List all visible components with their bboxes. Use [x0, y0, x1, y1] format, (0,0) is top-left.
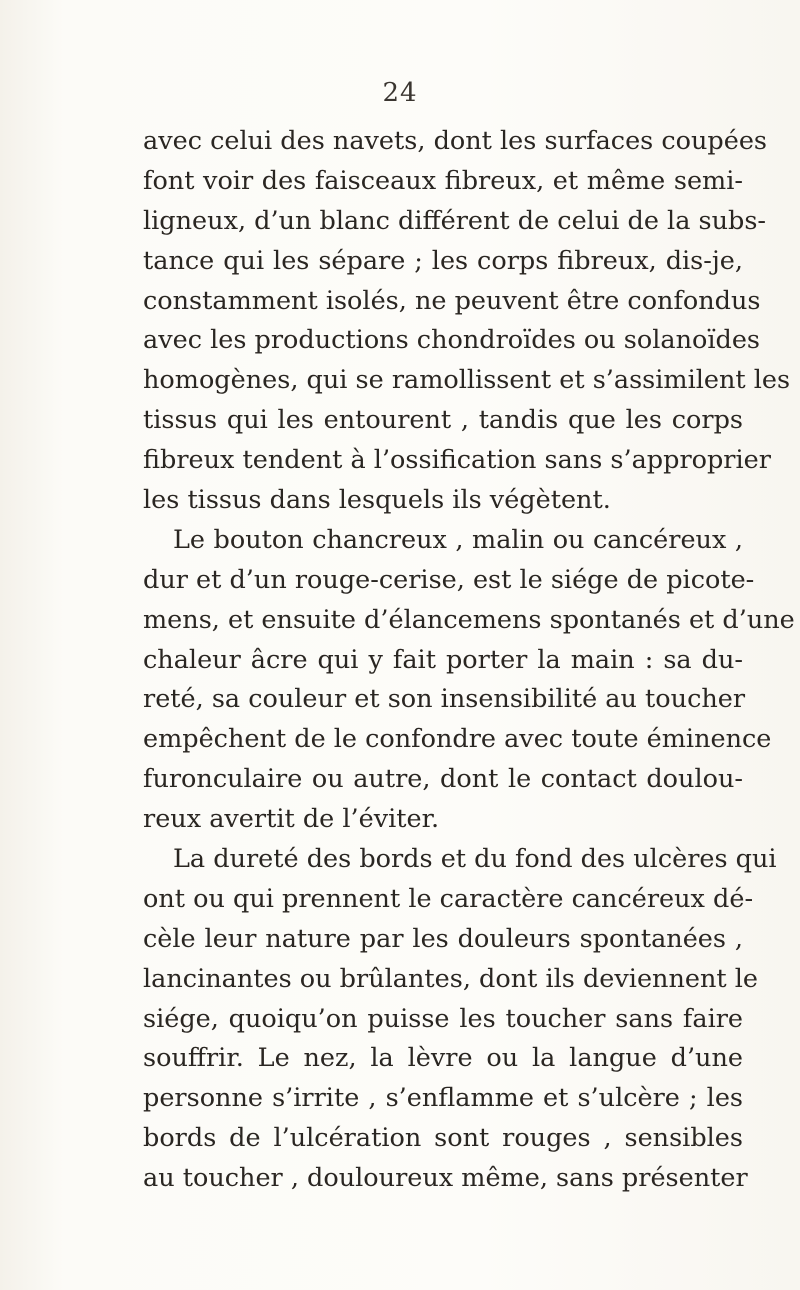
text-line: souffrir. Le nez, la lèvre ou la langue d’une [143, 1043, 743, 1074]
text-line: ligneux, d’un blanc différent de celui de la subs- [143, 205, 767, 236]
text-line: furonculaire ou autre, dont le contact doulou- [143, 764, 743, 795]
paragraph-end-line: reux avertit de l’éviter. [143, 804, 440, 835]
text-line: bords de l’ulcération sont rouges , sensibles [143, 1123, 743, 1154]
text-line: homogènes, qui se ramollissent et s’assimilent les [143, 365, 791, 396]
text-line: font voir des faisceaux fibreux, et même semi- [143, 165, 743, 196]
text-line: avec celui des navets, dont les surfaces coupées [143, 126, 768, 156]
text-line: cèle leur nature par les douleurs spontanées , [143, 923, 743, 954]
paragraph-start-line: La dureté des bords et du fond des ulcères qui [173, 844, 777, 875]
text-line: tance qui les sépare ; les corps fibreux, dis-je, [143, 245, 743, 276]
text-line: constamment isolés, ne peuvent être confondus [143, 285, 761, 316]
paragraph-end-line: les tissus dans lesquels ils végètent. [143, 485, 611, 516]
text-line: fibreux tendent à l’ossification sans s’approprier [143, 445, 771, 476]
text-line: mens, et ensuite d’élancemens spontanés et d’une [143, 604, 795, 635]
text-line: personne s’irrite , s’enflamme et s’ulcère ; les [143, 1083, 743, 1114]
text-line: chaleur âcre qui y fait porter la main : sa du- [143, 644, 743, 675]
page-number: 24 [382, 78, 418, 108]
text-line: dur et d’un rouge-cerise, est le siége de picote- [143, 564, 755, 595]
text-line: au toucher , douloureux même, sans présenter [143, 1163, 748, 1194]
text-line: avec les productions chondroïdes ou solanoïdes [143, 325, 761, 356]
text-line: reté, sa couleur et son insensibilité au toucher [143, 684, 746, 715]
paragraph-start-line: Le bouton chancreux , malin ou cancéreux , [173, 524, 743, 555]
body-text [143, 122, 795, 1199]
text-line: ont ou qui prennent le caractère cancéreux dé- [143, 883, 754, 914]
text-line: tissus qui les entourent , tandis que les corps [143, 405, 743, 436]
text-line: empêchent de le confondre avec toute éminence [143, 724, 772, 755]
text-line: siége, quoiqu’on puisse les toucher sans faire [143, 1003, 743, 1034]
text-line: lancinantes ou brûlantes, dont ils deviennent le [143, 963, 759, 994]
